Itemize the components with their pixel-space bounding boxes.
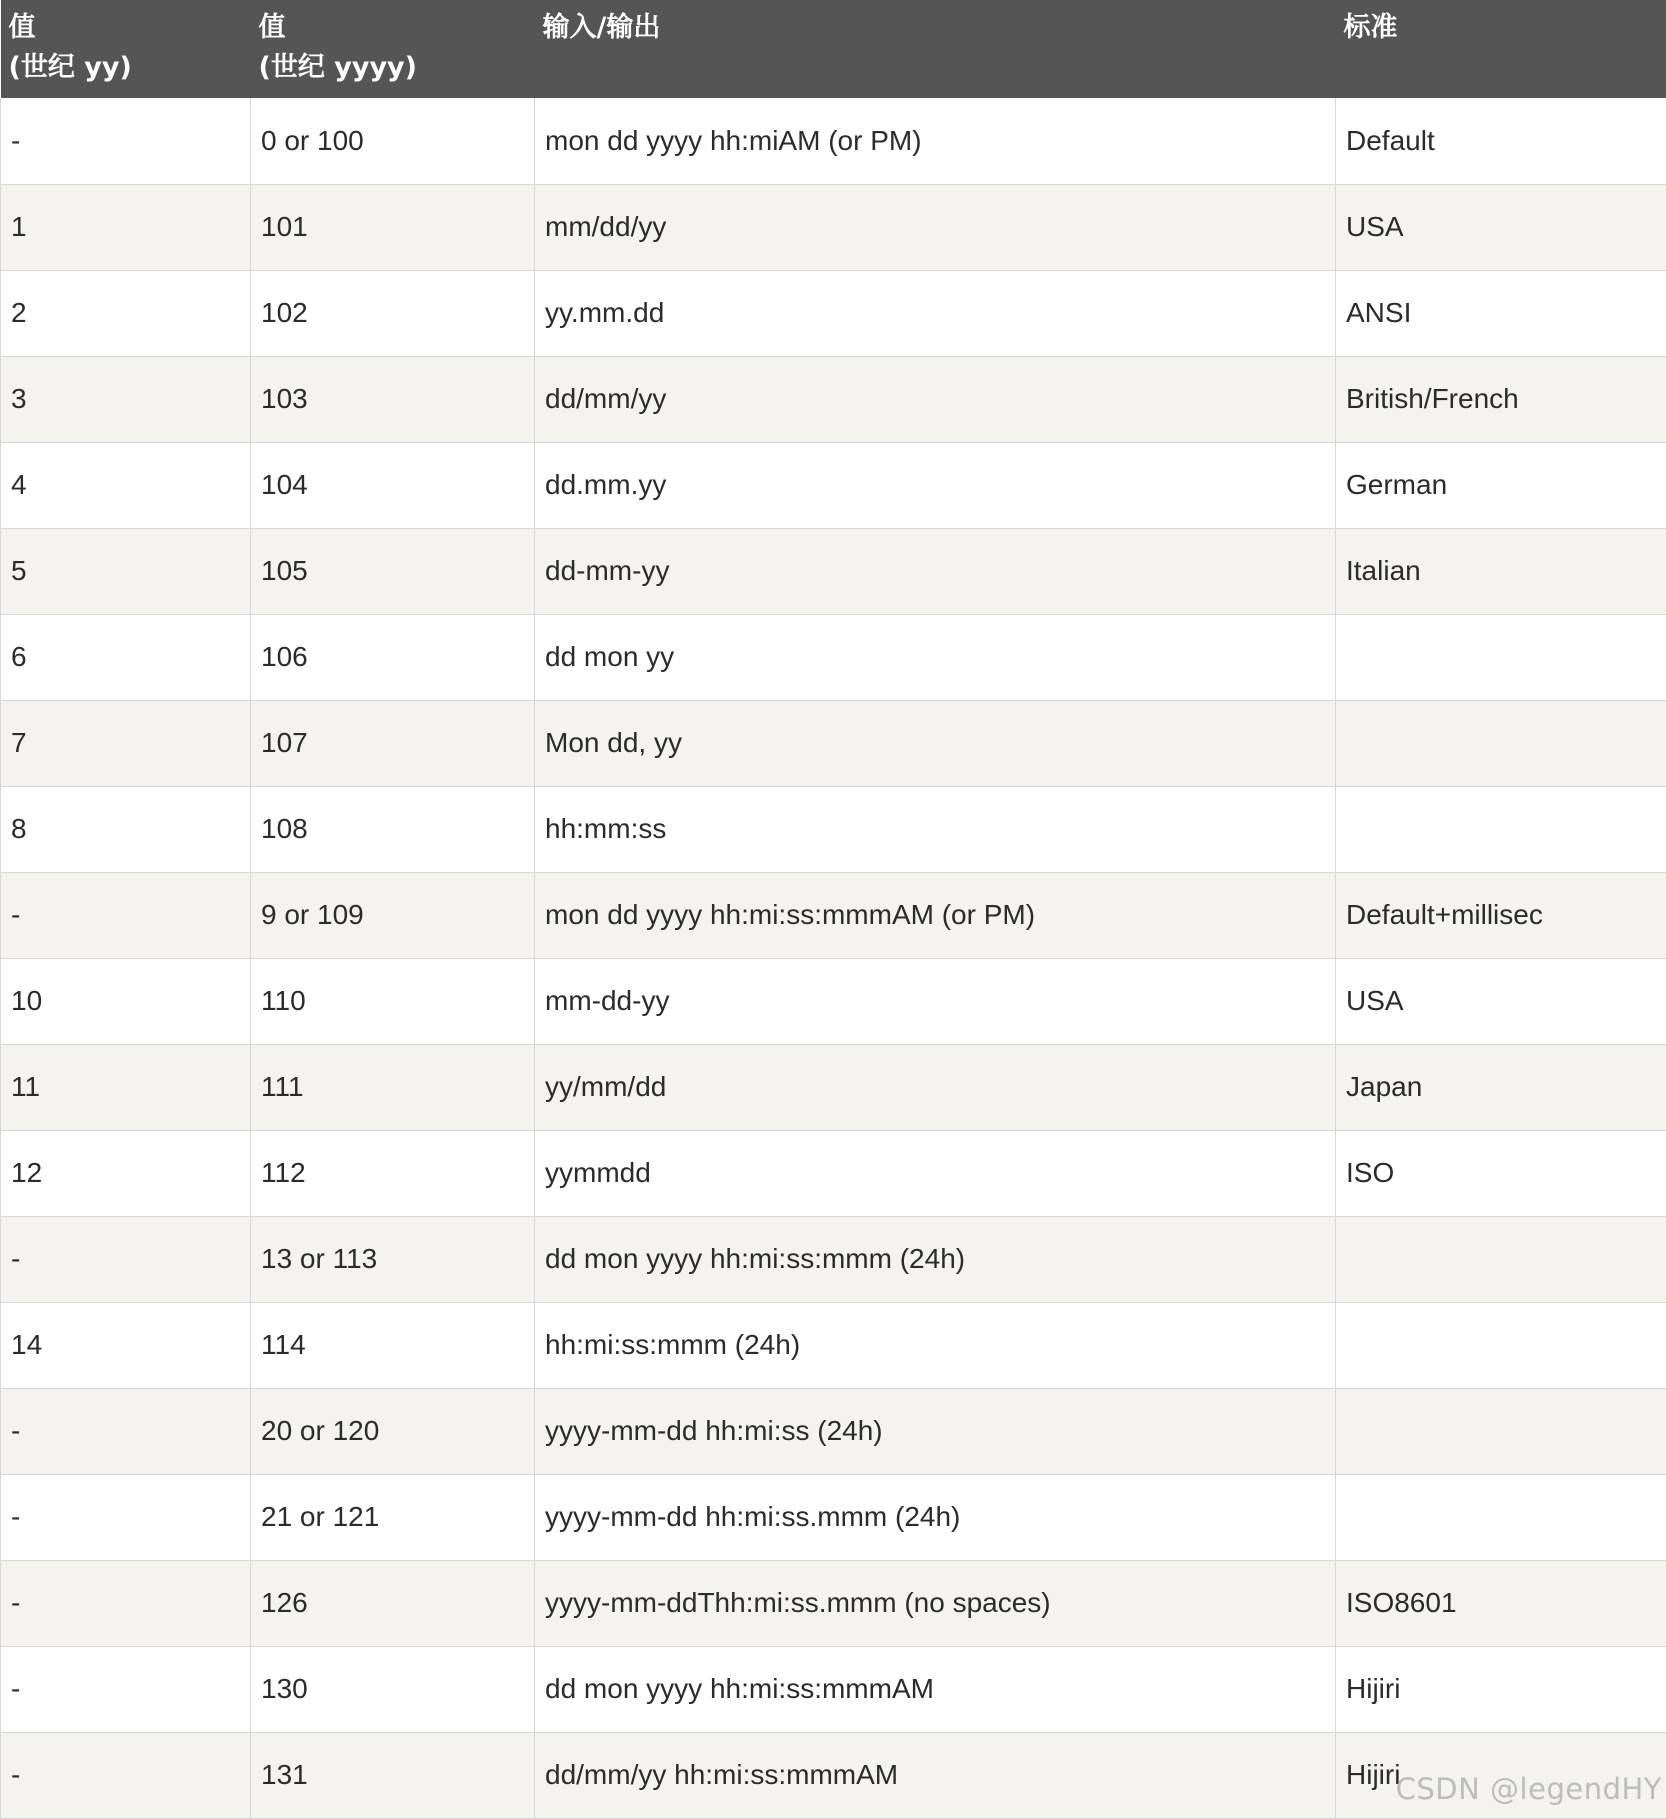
- table-row: [1, 958, 1666, 1044]
- cell-input-output: dd.mm.yy: [535, 442, 1336, 528]
- table-row: [1, 442, 1666, 528]
- table-row: [1, 1216, 1666, 1302]
- cell-input-output: mm/dd/yy: [535, 184, 1336, 270]
- cell-input-output: mon dd yyyy hh:mi:ss:mmmAM (or PM): [535, 872, 1336, 958]
- cell-standard: British/French: [1336, 356, 1666, 442]
- table-row: [1, 270, 1666, 356]
- header-input-output-label: 输入/输出: [543, 8, 1328, 48]
- cell-century-yy: 14: [1, 1302, 251, 1388]
- cell-century-yy: 10: [1, 958, 251, 1044]
- cell-standard: Japan: [1336, 1044, 1666, 1130]
- cell-century-yyyy: 103: [251, 356, 535, 442]
- cell-input-output: yymmdd: [535, 1130, 1336, 1216]
- table-row: [1, 1474, 1666, 1560]
- cell-standard: German: [1336, 442, 1666, 528]
- cell-standard: [1336, 1388, 1666, 1474]
- cell-century-yy: 5: [1, 528, 251, 614]
- header-century-yyyy: [251, 0, 535, 98]
- cell-century-yy: 1: [1, 184, 251, 270]
- table-body: [1, 98, 1666, 1818]
- cell-standard: Hijiri: [1336, 1732, 1666, 1818]
- table-row: [1, 528, 1666, 614]
- cell-standard: Default+millisec: [1336, 872, 1666, 958]
- cell-input-output: yy.mm.dd: [535, 270, 1336, 356]
- cell-century-yyyy: 112: [251, 1130, 535, 1216]
- header-standard: [1336, 0, 1666, 98]
- table-row: [1, 1302, 1666, 1388]
- header-standard-label: 标准: [1344, 8, 1659, 48]
- cell-input-output: dd/mm/yy: [535, 356, 1336, 442]
- header-century-yyyy-line2: (世纪 yyyy): [259, 48, 527, 88]
- table-row: [1, 184, 1666, 270]
- table-header: [1, 0, 1666, 98]
- header-century-yy-line1: 值: [9, 8, 243, 48]
- cell-century-yy: 11: [1, 1044, 251, 1130]
- cell-standard: [1336, 1216, 1666, 1302]
- cell-standard: [1336, 1474, 1666, 1560]
- cell-century-yy: -: [1, 98, 251, 184]
- cell-century-yyyy: 101: [251, 184, 535, 270]
- cell-input-output: Mon dd, yy: [535, 700, 1336, 786]
- cell-century-yy: 4: [1, 442, 251, 528]
- cell-input-output: mon dd yyyy hh:miAM (or PM): [535, 98, 1336, 184]
- cell-input-output: dd mon yy: [535, 614, 1336, 700]
- cell-century-yyyy: 106: [251, 614, 535, 700]
- cell-century-yy: 8: [1, 786, 251, 872]
- cell-input-output: dd mon yyyy hh:mi:ss:mmmAM: [535, 1646, 1336, 1732]
- cell-century-yyyy: 130: [251, 1646, 535, 1732]
- cell-century-yyyy: 20 or 120: [251, 1388, 535, 1474]
- table-row: [1, 786, 1666, 872]
- table-row: [1, 700, 1666, 786]
- cell-standard: ISO: [1336, 1130, 1666, 1216]
- cell-century-yyyy: 0 or 100: [251, 98, 535, 184]
- cell-century-yy: 2: [1, 270, 251, 356]
- cell-century-yy: -: [1, 1560, 251, 1646]
- cell-input-output: hh:mi:ss:mmm (24h): [535, 1302, 1336, 1388]
- cell-century-yy: -: [1, 1646, 251, 1732]
- csdn-watermark: CSDN @legendHY: [1396, 1772, 1662, 1806]
- cell-standard: [1336, 786, 1666, 872]
- cell-input-output: dd mon yyyy hh:mi:ss:mmm (24h): [535, 1216, 1336, 1302]
- header-century-yy-line2: (世纪 yy): [9, 48, 243, 88]
- cell-century-yyyy: 21 or 121: [251, 1474, 535, 1560]
- cell-century-yy: 3: [1, 356, 251, 442]
- cell-input-output: hh:mm:ss: [535, 786, 1336, 872]
- cell-standard: [1336, 700, 1666, 786]
- cell-century-yyyy: 126: [251, 1560, 535, 1646]
- cell-century-yy: -: [1, 872, 251, 958]
- table-row: [1, 1646, 1666, 1732]
- cell-standard: ANSI: [1336, 270, 1666, 356]
- table-row: [1, 356, 1666, 442]
- cell-century-yy: -: [1, 1732, 251, 1818]
- cell-century-yyyy: 13 or 113: [251, 1216, 535, 1302]
- header-century-yy: [1, 0, 251, 98]
- header-century-yyyy-line1: 值: [259, 8, 527, 48]
- table-row: [1, 614, 1666, 700]
- cell-standard: Italian: [1336, 528, 1666, 614]
- cell-standard: [1336, 1302, 1666, 1388]
- cell-input-output: yyyy-mm-dd hh:mi:ss.mmm (24h): [535, 1474, 1336, 1560]
- cell-century-yyyy: 105: [251, 528, 535, 614]
- cell-standard: Default: [1336, 98, 1666, 184]
- cell-standard: [1336, 614, 1666, 700]
- cell-century-yyyy: 111: [251, 1044, 535, 1130]
- cell-century-yyyy: 131: [251, 1732, 535, 1818]
- cell-century-yy: 6: [1, 614, 251, 700]
- cell-century-yyyy: 110: [251, 958, 535, 1044]
- cell-standard: USA: [1336, 958, 1666, 1044]
- header-input-output: [535, 0, 1336, 98]
- table-row: [1, 1130, 1666, 1216]
- cell-century-yyyy: 9 or 109: [251, 872, 535, 958]
- table-row: [1, 98, 1666, 184]
- cell-input-output: dd-mm-yy: [535, 528, 1336, 614]
- table-row: [1, 1388, 1666, 1474]
- cell-standard: ISO8601: [1336, 1560, 1666, 1646]
- cell-century-yy: -: [1, 1388, 251, 1474]
- cell-century-yy: -: [1, 1474, 251, 1560]
- cell-input-output: yyyy-mm-ddThh:mi:ss.mmm (no spaces): [535, 1560, 1336, 1646]
- cell-standard: Hijiri: [1336, 1646, 1666, 1732]
- cell-century-yyyy: 107: [251, 700, 535, 786]
- cell-century-yyyy: 114: [251, 1302, 535, 1388]
- cell-input-output: yyyy-mm-dd hh:mi:ss (24h): [535, 1388, 1336, 1474]
- cell-century-yyyy: 108: [251, 786, 535, 872]
- cell-standard: USA: [1336, 184, 1666, 270]
- cell-century-yy: 12: [1, 1130, 251, 1216]
- cell-century-yy: 7: [1, 700, 251, 786]
- cell-input-output: mm-dd-yy: [535, 958, 1336, 1044]
- cell-century-yyyy: 104: [251, 442, 535, 528]
- cell-century-yyyy: 102: [251, 270, 535, 356]
- table-row: [1, 1560, 1666, 1646]
- table-row: [1, 1044, 1666, 1130]
- header-row: [1, 0, 1666, 98]
- cell-century-yy: -: [1, 1216, 251, 1302]
- cell-input-output: dd/mm/yy hh:mi:ss:mmmAM: [535, 1732, 1336, 1818]
- cell-input-output: yy/mm/dd: [535, 1044, 1336, 1130]
- table-row: [1, 872, 1666, 958]
